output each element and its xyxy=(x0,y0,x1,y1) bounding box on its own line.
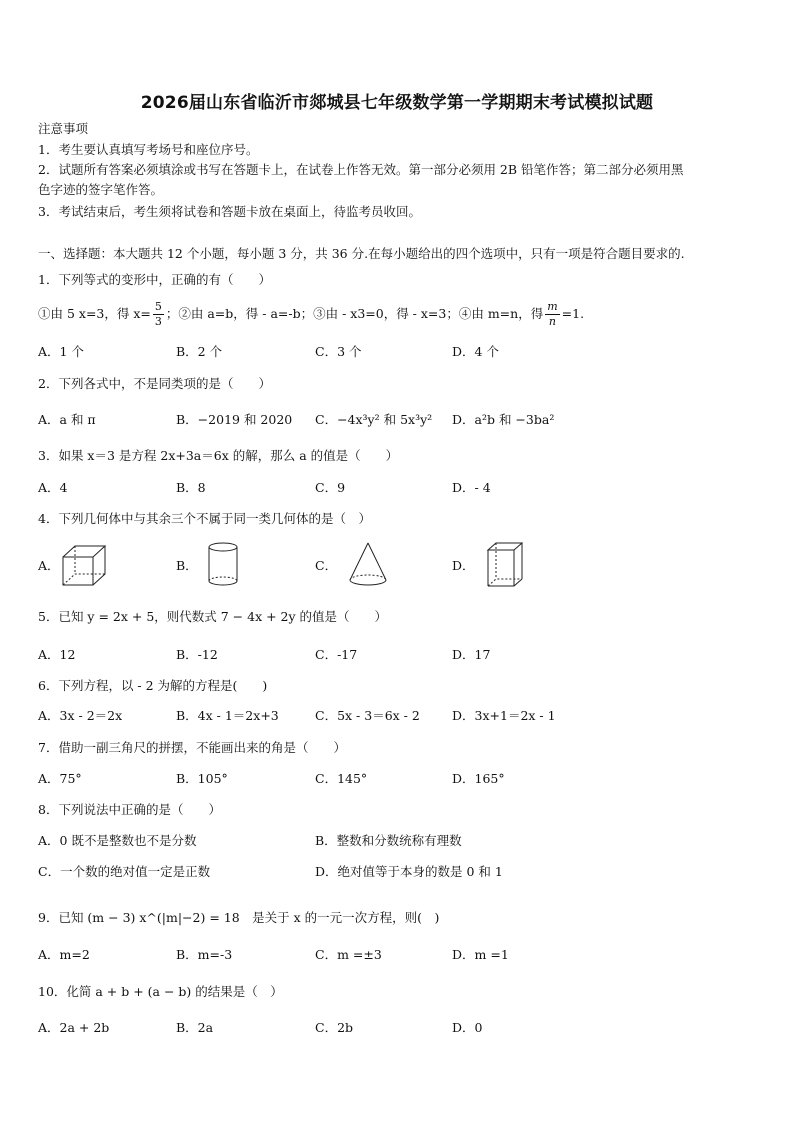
notes-heading: 注意事项 xyxy=(38,121,89,136)
q10-stem: 10．化简 a + b + (a − b) 的结果是（ ） xyxy=(38,984,283,999)
q9-option-d: D．m =1 xyxy=(452,947,509,962)
q3-option-a: A．4 xyxy=(38,480,68,495)
q4-option-b: B． xyxy=(176,558,198,573)
q4-option-d: D． xyxy=(452,558,475,573)
q8-stem: 8．下列说法中正确的是（ ） xyxy=(38,802,221,817)
cylinder-figure xyxy=(205,541,241,589)
q7-option-d: D．165° xyxy=(452,771,505,786)
q10-option-a: A．2a + 2b xyxy=(38,1020,110,1035)
q1-part3: =1. xyxy=(561,306,585,321)
q8-option-a: A．0 既不是整数也不是分数 xyxy=(38,833,197,848)
q7-option-c: C．145° xyxy=(315,771,368,786)
prism-figure xyxy=(484,540,528,592)
q7-stem: 7．借助一副三角尺的拼摆，不能画出来的角是（ ） xyxy=(38,740,346,755)
q10-option-d: D．0 xyxy=(452,1020,483,1035)
q3-option-d: D．- 4 xyxy=(452,480,491,495)
q2-option-b: B．−2019 和 2020 xyxy=(176,412,293,427)
q5-stem: 5．已知 y = 2x + 5，则代数式 7 − 4x + 2y 的值是（ ） xyxy=(38,609,388,624)
q1-frac2-num: m xyxy=(547,300,558,313)
q6-option-a: A．3x - 2＝2x xyxy=(38,708,123,723)
q1-part1: ①由 5 x=3，得 x= xyxy=(38,306,151,321)
q1-statements xyxy=(38,300,584,329)
q2-option-a: A．a 和 π xyxy=(38,412,96,427)
cone-figure xyxy=(346,540,390,590)
q10-option-c: C．2b xyxy=(315,1020,354,1035)
q3-stem: 3．如果 x＝3 是方程 2x+3a＝6x 的解，那么 a 的值是（ ） xyxy=(38,448,399,463)
note-1: 1．考生要认真填写考场号和座位序号。 xyxy=(38,142,259,157)
note-2: 2．试题所有答案必须填涂或书写在答题卡上，在试卷上作答无效。第一部分必须用 2B 铅笔作答；第二部分必须用黑 xyxy=(38,162,684,177)
q10-option-b: B．2a xyxy=(176,1020,214,1035)
q9-option-b: B．m=-3 xyxy=(176,947,233,962)
q5-option-b: B．-12 xyxy=(176,647,218,662)
q1-frac2-den: n xyxy=(548,315,556,328)
q9-option-c: C．m =±3 xyxy=(315,947,382,962)
q1-option-c: C．3 个 xyxy=(315,344,362,359)
note-2-cont: 色字迹的签字笔作答。 xyxy=(38,182,164,197)
q6-option-b: B．4x - 1＝2x+3 xyxy=(176,708,279,723)
q3-option-c: C．9 xyxy=(315,480,346,495)
q2-option-d: D．a²b 和 −3ba² xyxy=(452,412,555,427)
q5-option-a: A．12 xyxy=(38,647,76,662)
cube-figure xyxy=(60,543,110,589)
q9-option-a: A．m=2 xyxy=(38,947,90,962)
q7-option-b: B．105° xyxy=(176,771,228,786)
q8-option-c: C．一个数的绝对值一定是正数 xyxy=(38,864,211,879)
q3-option-b: B．8 xyxy=(176,480,206,495)
q1-frac1-den: 3 xyxy=(154,315,162,328)
q5-option-d: D．17 xyxy=(452,647,491,662)
q1-part2: ；②由 a=b，得 - a=-b；③由 - x3=0，得 - x=3；④由 m=n，得 xyxy=(165,306,544,321)
section-heading: 一、选择题：本大题共 12 个小题，每小题 3 分，共 36 分.在每小题给出的四个选项中，只有一项是符合题目要求的. xyxy=(38,246,685,261)
q5-option-c: C．-17 xyxy=(315,647,358,662)
q1-stem: 1．下列等式的变形中，正确的有（ ） xyxy=(38,272,271,287)
q6-option-d: D．3x+1＝2x - 1 xyxy=(452,708,556,723)
exam-title: 2026届山东省临沂市郯城县七年级数学第一学期期末考试模拟试题 xyxy=(140,93,654,113)
q4-option-c: C． xyxy=(315,558,338,573)
q4-stem: 4．下列几何体中与其余三个不属于同一类几何体的是（ ） xyxy=(38,511,371,526)
q6-stem: 6．下列方程，以 - 2 为解的方程是( ) xyxy=(38,678,268,693)
q8-option-b: B．整数和分数统称有理数 xyxy=(315,833,462,848)
q9-stem: 9．已知 (m − 3) x^(|m|−2) = 18 是关于 x 的一元一次方程，则( ) xyxy=(38,910,440,925)
q2-option-c: C．−4x³y² 和 5x³y² xyxy=(315,412,433,427)
q1-option-d: D．4 个 xyxy=(452,344,499,359)
note-3: 3．考试结束后，考生须将试卷和答题卡放在桌面上，待监考员收回。 xyxy=(38,204,421,219)
q1-option-b: B．2 个 xyxy=(176,344,223,359)
q1-fraction-m-n xyxy=(545,300,559,329)
q8-option-d: D．绝对值等于本身的数是 0 和 1 xyxy=(315,864,503,879)
q1-frac1-num: 5 xyxy=(154,300,162,313)
q6-option-c: C．5x - 3＝6x - 2 xyxy=(315,708,420,723)
q7-option-a: A．75° xyxy=(38,771,82,786)
q4-option-a: A． xyxy=(38,558,60,573)
q1-option-a: A．1 个 xyxy=(38,344,84,359)
q2-stem: 2．下列各式中，不是同类项的是（ ） xyxy=(38,376,271,391)
q1-fraction-5-3 xyxy=(153,300,164,329)
